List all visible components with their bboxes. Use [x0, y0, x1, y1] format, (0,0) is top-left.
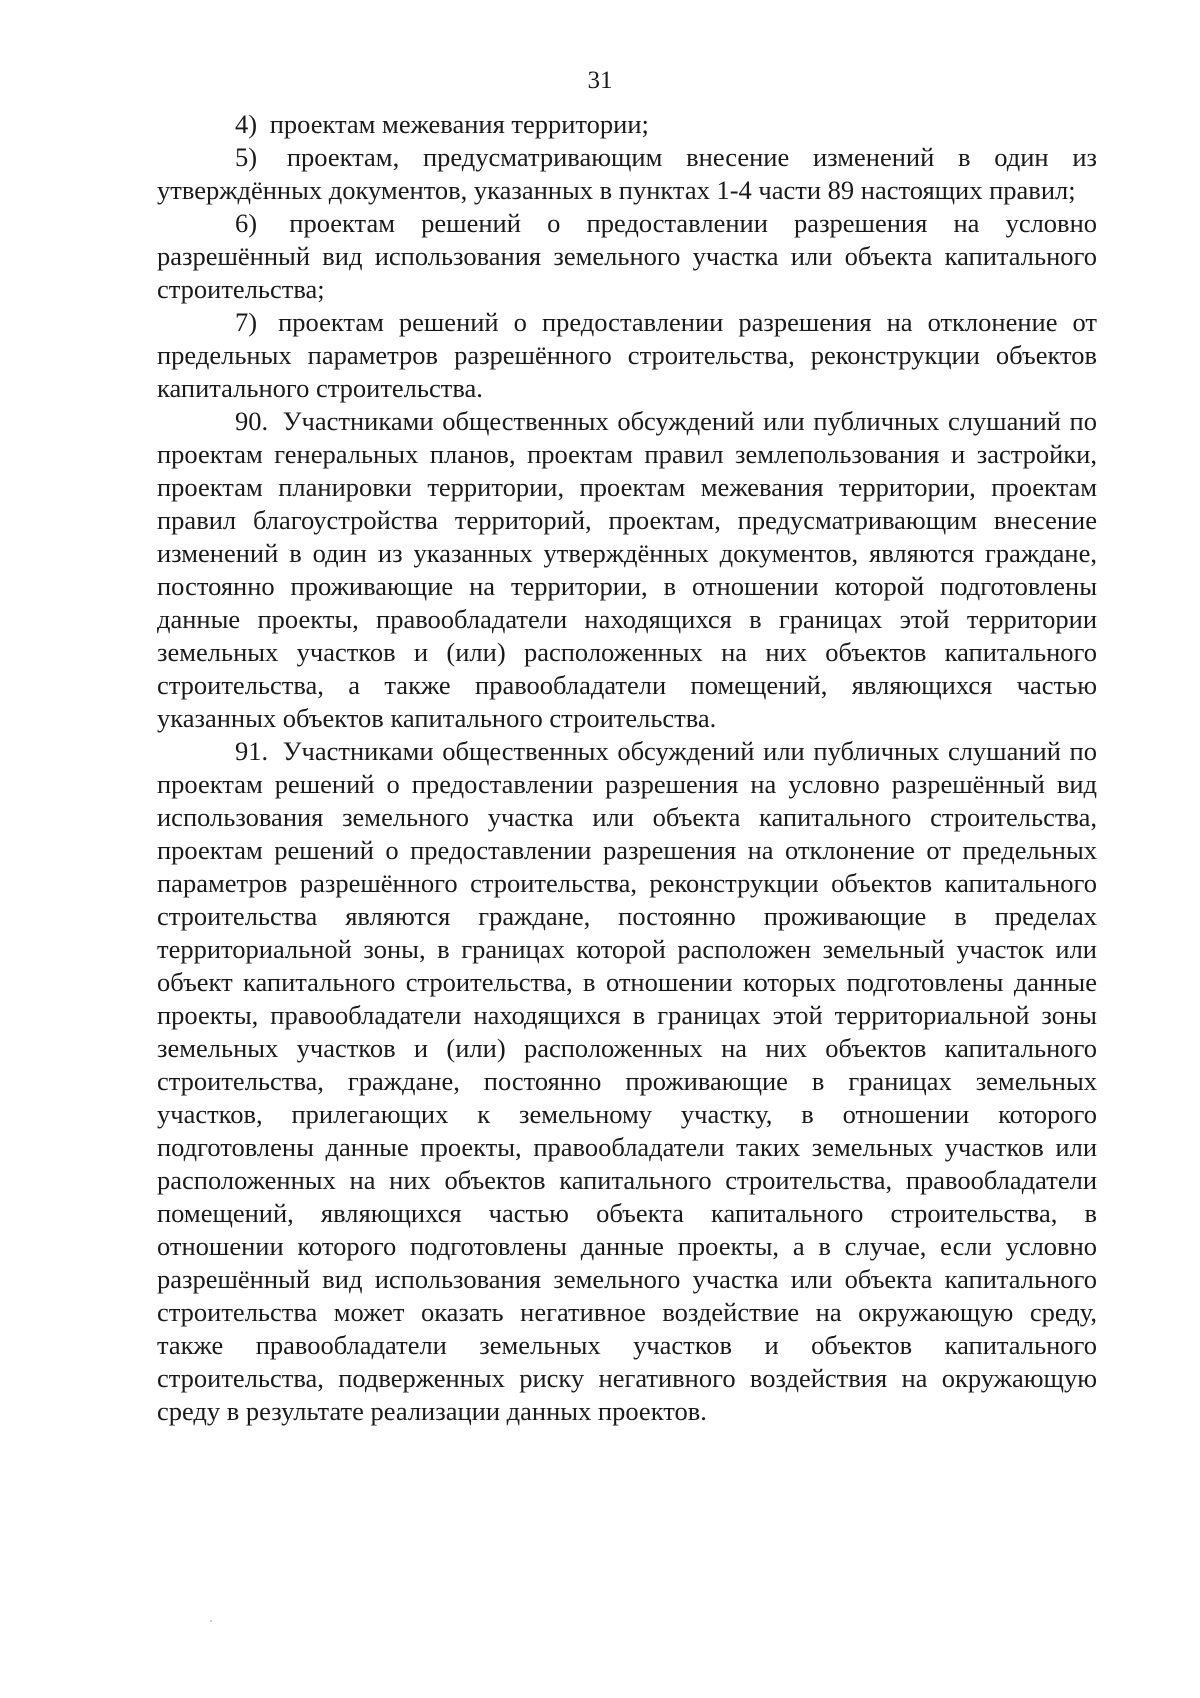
list-marker: 4) — [235, 109, 258, 139]
list-marker: 5) — [235, 142, 258, 172]
section-90 — [157, 405, 1097, 735]
list-item-text: проектам, предусматривающим внесение изменений в один из утверждённых документов, указанных в пунктах 1-4 части 89 настоящих правил; — [157, 142, 1098, 205]
document-body — [157, 108, 1097, 1428]
list-item-7 — [157, 306, 1097, 405]
list-item-text: проектам межевания территории; — [269, 109, 649, 139]
list-item-4 — [157, 108, 1097, 141]
list-item-text: проектам решений о предоставлении разрешения на отклонение от предельных параметров разрешённого строительства, реконструкции объектов капитального строительства. — [157, 307, 1097, 403]
section-91 — [157, 735, 1097, 1428]
section-number: 91. — [235, 736, 269, 766]
list-marker: 7) — [235, 307, 258, 337]
page-number: 31 — [587, 67, 613, 94]
list-item-text: проектам решений о предоставлении разрешения на условно разрешённый вид использования земельного участка или объекта капитального строительства; — [157, 208, 1097, 304]
list-item-6 — [157, 207, 1097, 306]
scan-speck — [210, 1620, 212, 1622]
list-item-5 — [157, 141, 1097, 207]
list-marker: 6) — [235, 208, 258, 238]
section-text: Участниками общественных обсуждений или публичных слушаний по проектам решений о предоставлении разрешения на условно разрешённый вид использования земельного участка или объекта капитального строительства, проектам решений о предоставлении разрешения на отклонение от предельных параметров разрешённого строительства, реконструкции объектов капитального строительства являются граждане, постоянно проживающие в пределах территориальной зоны, в границах которой расположен земельный участок или объект капитального строительства, в отношении которых подготовлены данные проекты, правообладатели находящихся в границах этой территориальной зоны земельных участков и (или) расположенных на них объектов капитального строительства, граждане, постоянно проживающие в границах земельных участков, прилегающих к земельному участку, в отношении которого подготовлены данные проекты, правообладатели таких земельных участков или расположенных на них объектов капитального строительства, правообладатели помещений, являющихся частью объекта капитального строительства, в отношении которого подготовлены данные проекты, а в случае, если условно разрешённый вид использования земельного участка или объекта капитального строительства может оказать негативное воздействие на окружающую среду, также правообладатели земельных участков и объектов капитального строительства, подверженных риску негативного воздействия на окружающую среду в результате реализации данных проектов. — [157, 736, 1097, 1426]
section-text: Участниками общественных обсуждений или публичных слушаний по проектам генеральных планов, проектам правил землепользования и застройки, проектам планировки территории, проектам межевания территории, проектам правил благоустройства территорий, проектам, предусматривающим внесение изменений в один из указанных утверждённых документов, являются граждане, постоянно проживающие на территории, в отношении которой подготовлены данные проекты, правообладатели находящихся в границах этой территории земельных участков и (или) расположенных на них объектов капитального строительства, а также правообладатели помещений, являющихся частью указанных объектов капитального строительства. — [157, 406, 1097, 733]
section-number: 90. — [235, 406, 269, 436]
